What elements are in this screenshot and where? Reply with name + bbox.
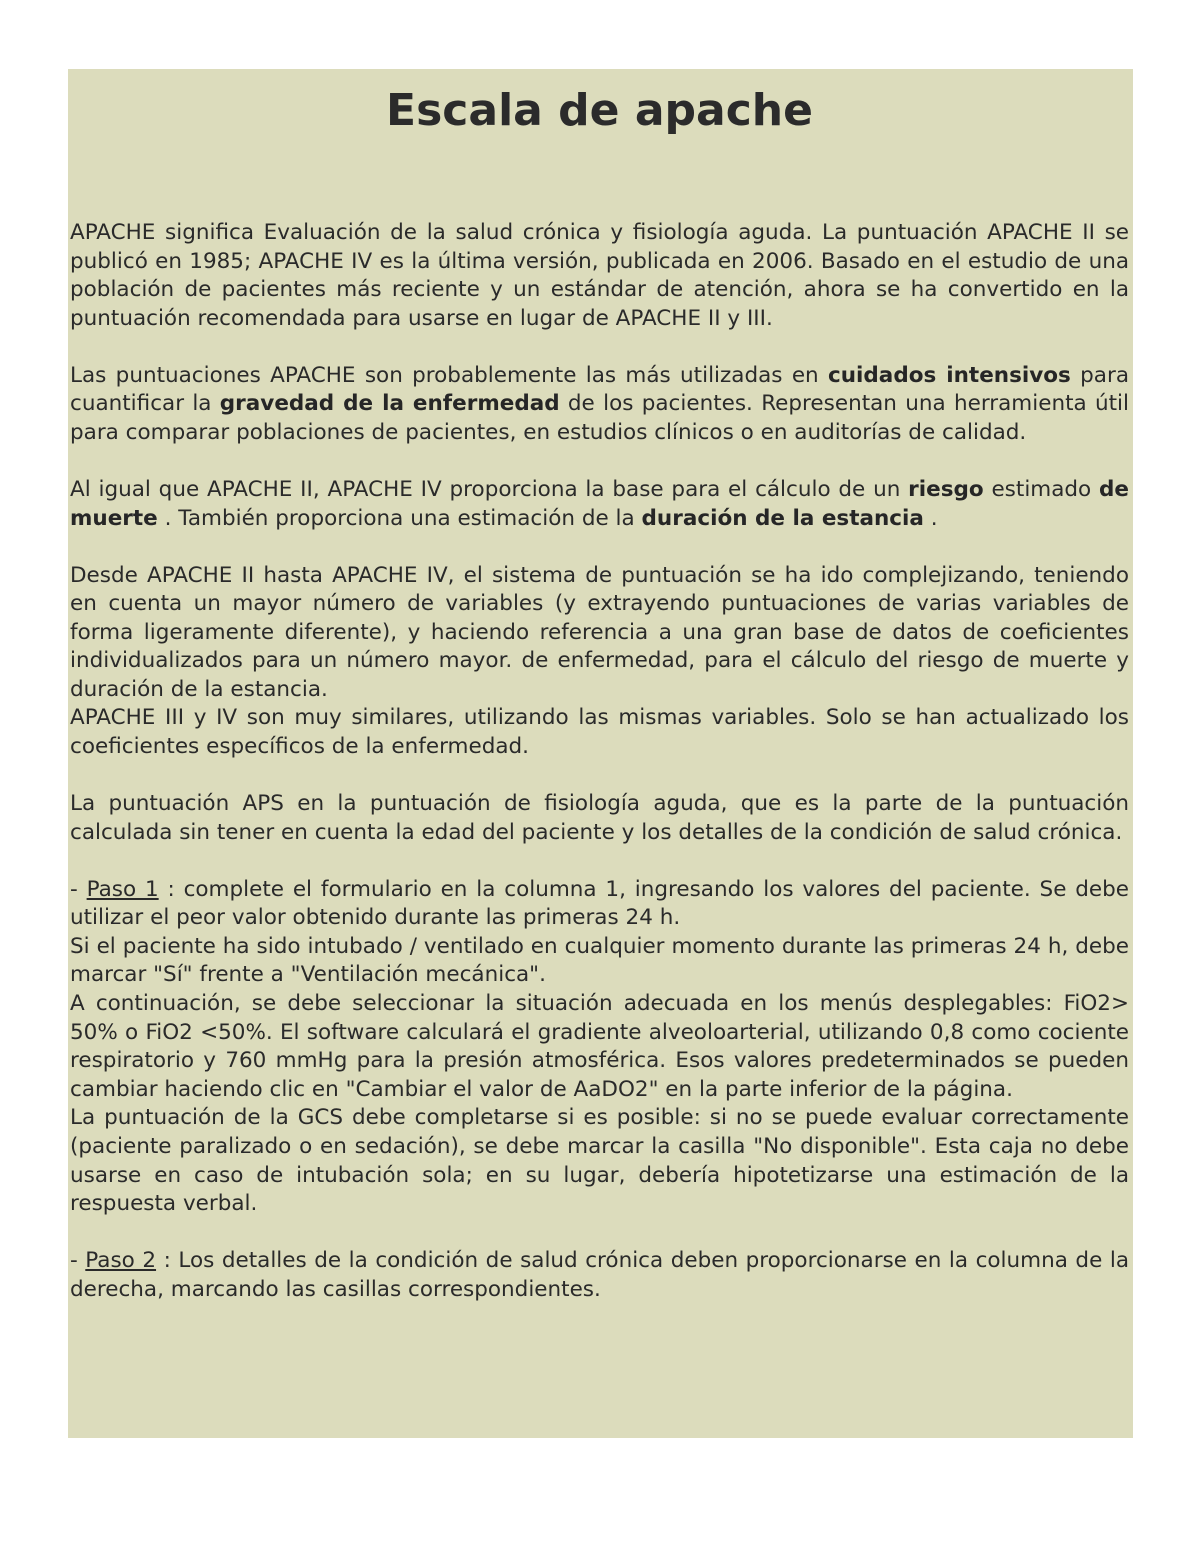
paragraph-step-1 xyxy=(70,876,1129,1219)
step-1-label: Paso 1 xyxy=(86,876,159,902)
paragraph-spacer xyxy=(70,762,1129,790)
bold-term-gravedad: gravedad de la enfermedad xyxy=(219,391,560,417)
paragraph-spacer xyxy=(70,333,1129,361)
bold-term-de-muerte: de muerte xyxy=(70,476,1129,531)
document-title: Escala de apache xyxy=(386,85,813,136)
paragraph-definition: APACHE significa Evaluación de la salud crónica y fisiología aguda. La puntuación APACHE II se publicó en 1985; APACHE IV es la última versión, publicada en 2006. Basado en el estudio de una población de pacientes más reciente y un estándar de atención, ahora se ha convertido en la puntuación recomendada para usarse en lugar de APACHE II y III. xyxy=(70,220,1129,331)
paragraph-aps: La puntuación APS en la puntuación de fisiología aguda, que es la parte de la puntuación calculada sin tener en cuenta la edad del paciente y los detalles de la condición de salud crónica. xyxy=(70,791,1129,845)
text-run: para cuantificar la xyxy=(70,362,1129,417)
paragraph-evolution xyxy=(70,562,1129,762)
text-run: . xyxy=(923,505,938,531)
text-run: . También proporciona una estimación de la xyxy=(157,505,642,531)
text-run: Desde APACHE II hasta APACHE IV, el sistema de puntuación se ha ido complejizando, teniendo en cuenta un mayor número de variables (y extrayendo puntuaciones de varias variables de forma ligeramente diferente), y haciendo referencia a una gran base de datos de coeficientes individualizados para un número mayor. de enfermedad, para el cálculo del riesgo de muerte y duración de la estancia. xyxy=(70,562,1129,702)
paragraph-risk xyxy=(70,476,1129,533)
step-1-ventilation: Si el paciente ha sido intubado / ventilado en cualquier momento durante las primeras 24 h, debe marcar "Sí" frente a "Ventilación mecánica". xyxy=(70,933,1129,988)
text-run: APACHE III y IV son muy similares, utilizando las mismas variables. Solo se han actualizado los coeficientes específicos de la enfermedad. xyxy=(70,705,1129,760)
text-run: : complete el formulario en la columna 1, ingresando los valores del paciente. Se debe utilizar el peor valor obtenido durante las primeras 24 h. xyxy=(70,876,1130,931)
text-run: Las puntuaciones APACHE son probablemente las más utilizadas en xyxy=(70,362,828,388)
paragraph-spacer xyxy=(70,448,1129,476)
step-2-label: Paso 2 xyxy=(85,1248,157,1274)
step-1-fio2: A continuación, se debe seleccionar la situación adecuada en los menús desplegables: FiO2> 50% o FiO2 <50%. El software calculará el gradiente alveoloarterial, utilizando 0,8 como cociente respiratorio y 760 mmHg para la presión atmosférica. Esos valores predeterminados se pueden cambiar haciendo clic en "Cambiar el valor de AaDO2" en la parte inferior de la página. xyxy=(70,991,1129,1102)
step-dash: - xyxy=(70,1248,86,1274)
text-run: de los pacientes. Representan una herramienta útil para comparar poblaciones de pacientes, en estudios clínicos o en auditorías de calidad. xyxy=(70,391,1129,445)
step-1-gcs: La puntuación de la GCS debe completarse si es posible: si no se puede evaluar correctamente (paciente paralizado o en sedación), se debe marcar la casilla "No disponible". Esta caja no debe usarse en caso de intubación sola; en su lugar, debería hipotetizarse una estimación de la respuesta verbal. xyxy=(70,1105,1129,1217)
text-run: : Los detalles de la condición de salud crónica deben proporcionarse en la columna de la derecha, marcando las casillas correspondientes. xyxy=(70,1248,1129,1302)
bold-term-cuidados-intensivos: cuidados intensivos xyxy=(828,362,1071,388)
paragraph-usage xyxy=(70,362,1129,448)
paragraph-step-2 xyxy=(70,1247,1129,1304)
step-1-line xyxy=(70,876,1129,933)
paragraph-spacer xyxy=(70,1219,1129,1247)
paragraph-spacer xyxy=(70,533,1129,561)
bold-term-riesgo: riesgo xyxy=(908,476,984,502)
text-run: Al igual que APACHE II, APACHE IV proporciona la base para el cálculo de un xyxy=(70,476,909,502)
bold-term-duracion-estancia: duración de la estancia xyxy=(641,505,924,531)
document-panel xyxy=(68,69,1133,1438)
paragraph-spacer xyxy=(70,847,1129,875)
step-dash: - xyxy=(70,876,87,902)
text-run: estimado xyxy=(983,476,1100,502)
